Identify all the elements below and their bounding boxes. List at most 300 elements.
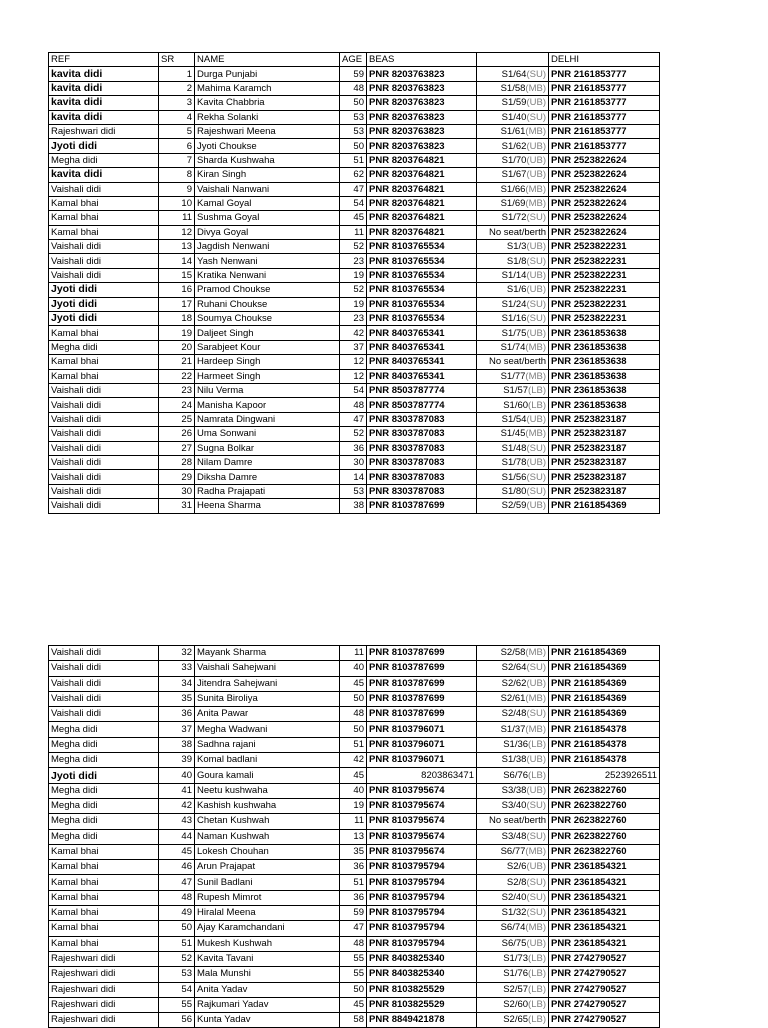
cell-beas-pnr: PNR 8303787083 <box>367 427 477 441</box>
cell-ref: Vaishali didi <box>49 470 159 484</box>
berth-type: (SU) <box>526 442 546 454</box>
cell-delhi-pnr: PNR 2523822231 <box>549 240 660 254</box>
cell-seat <box>477 254 549 268</box>
cell-name: Vaishali Nanwani <box>195 182 340 196</box>
cell-delhi-pnr: PNR 2623822760 <box>549 814 660 829</box>
cell-age: 55 <box>340 967 367 982</box>
cell-name: Chetan Kushwah <box>195 814 340 829</box>
cell-name: Sunita Biroliya <box>195 691 340 706</box>
table-row <box>49 707 660 722</box>
cell-beas-pnr: PNR 8203763823 <box>367 67 477 81</box>
table-row <box>49 455 660 469</box>
cell-seat <box>477 661 549 676</box>
cell-sr: 32 <box>159 646 195 661</box>
table-row <box>49 484 660 498</box>
seat-number: No seat/berth <box>488 226 546 238</box>
seat-number: S1/32 <box>501 907 527 919</box>
cell-age: 62 <box>340 168 367 182</box>
cell-ref: Megha didi <box>49 829 159 844</box>
cell-beas-pnr: PNR 8403825340 <box>367 951 477 966</box>
cell-seat <box>477 997 549 1012</box>
seat-number: S1/69 <box>500 198 526 210</box>
seat-number: S1/62 <box>501 140 527 152</box>
cell-age: 11 <box>340 225 367 239</box>
table-row <box>49 153 660 167</box>
cell-name: Rajeshwari Meena <box>195 124 340 138</box>
cell-seat <box>477 355 549 369</box>
seat-number: No seat/berth <box>488 356 546 368</box>
seat-number: S2/62 <box>501 677 527 689</box>
cell-sr: 19 <box>159 326 195 340</box>
seat-number: S2/60 <box>503 998 529 1010</box>
seat-number: S1/38 <box>501 754 527 766</box>
cell-delhi-pnr: PNR 2523822624 <box>549 196 660 210</box>
cell-sr: 42 <box>159 798 195 813</box>
cell-ref: Vaishali didi <box>49 240 159 254</box>
seat-number: S2/8 <box>506 876 527 888</box>
cell-ref: Jyoti didi <box>49 283 159 297</box>
berth-type: (UB) <box>526 270 546 282</box>
berth-type: (UB) <box>526 169 546 181</box>
seat-number: S2/40 <box>501 891 527 903</box>
berth-type: (SU) <box>526 800 546 812</box>
cell-delhi-pnr: PNR 2161853777 <box>549 96 660 110</box>
cell-sr: 27 <box>159 441 195 455</box>
cell-beas-pnr: PNR 8103795674 <box>367 814 477 829</box>
cell-age: 47 <box>340 921 367 936</box>
table-row <box>49 326 660 340</box>
cell-ref: Kamal bhai <box>49 860 159 875</box>
cell-name: Sunil Badlani <box>195 875 340 890</box>
cell-delhi-pnr: PNR 2161854369 <box>549 646 660 661</box>
seat-number: S2/48 <box>501 708 527 720</box>
cell-ref: Vaishali didi <box>49 499 159 513</box>
cell-delhi-pnr: PNR 2742790527 <box>549 1013 660 1028</box>
cell-delhi-pnr: PNR 2361854321 <box>549 890 660 905</box>
cell-name: Naman Kushwah <box>195 829 340 844</box>
cell-sr: 31 <box>159 499 195 513</box>
seat-number: S1/40 <box>501 111 527 123</box>
cell-age: 23 <box>340 312 367 326</box>
cell-delhi-pnr: PNR 2523823187 <box>549 441 660 455</box>
cell-sr: 17 <box>159 297 195 311</box>
passenger-table-2 <box>48 645 660 1028</box>
cell-sr: 47 <box>159 875 195 890</box>
cell-delhi-pnr: PNR 2161854378 <box>549 722 660 737</box>
cell-age: 54 <box>340 383 367 397</box>
cell-seat <box>477 768 549 783</box>
berth-type: (MB) <box>525 846 546 857</box>
cell-name: Pramod Choukse <box>195 283 340 297</box>
cell-name: Kashish kushwaha <box>195 798 340 813</box>
seat-number: S6/76 <box>503 769 529 781</box>
cell-delhi-pnr: PNR 2161853777 <box>549 110 660 124</box>
berth-type: (MB) <box>525 370 546 382</box>
cell-seat <box>477 283 549 297</box>
cell-sr: 12 <box>159 225 195 239</box>
cell-ref: Jyoti didi <box>49 768 159 783</box>
cell-delhi-pnr: PNR 2361853638 <box>549 355 660 369</box>
cell-name: Sadhna rajani <box>195 737 340 752</box>
cell-ref: Megha didi <box>49 153 159 167</box>
cell-sr: 46 <box>159 860 195 875</box>
cell-ref: Kamal bhai <box>49 875 159 890</box>
cell-age: 19 <box>340 297 367 311</box>
table-row <box>49 398 660 412</box>
cell-sr: 20 <box>159 340 195 354</box>
cell-sr: 37 <box>159 722 195 737</box>
table-row <box>49 240 660 254</box>
cell-age: 11 <box>340 646 367 661</box>
cell-name: Anita Pawar <box>195 707 340 722</box>
cell-ref: Vaishali didi <box>49 691 159 706</box>
table-row <box>49 798 660 813</box>
cell-name: Sarabjeet Kour <box>195 340 340 354</box>
berth-type: (SU) <box>526 212 546 224</box>
cell-delhi-pnr: PNR 2523823187 <box>549 427 660 441</box>
cell-age: 53 <box>340 124 367 138</box>
cell-ref: Kamal bhai <box>49 921 159 936</box>
cell-delhi-pnr: PNR 2742790527 <box>549 951 660 966</box>
cell-sr: 49 <box>159 906 195 921</box>
cell-ref: Megha didi <box>49 753 159 768</box>
cell-name: Hiralal Meena <box>195 906 340 921</box>
cell-delhi-pnr: PNR 2742790527 <box>549 982 660 997</box>
cell-delhi-pnr: PNR 2523823187 <box>549 470 660 484</box>
cell-age: 51 <box>340 875 367 890</box>
seat-number: S1/16 <box>501 313 527 325</box>
berth-type: (LB) <box>528 738 546 750</box>
cell-name: Soumya Choukse <box>195 312 340 326</box>
table-row <box>49 225 660 239</box>
cell-age: 36 <box>340 890 367 905</box>
cell-beas-pnr: 8203863471 <box>367 768 477 783</box>
cell-ref: kavita didi <box>49 110 159 124</box>
cell-beas-pnr: PNR 8103765534 <box>367 254 477 268</box>
cell-sr: 13 <box>159 240 195 254</box>
cell-beas-pnr: PNR 8103825529 <box>367 997 477 1012</box>
cell-beas-pnr: PNR 8103795794 <box>367 936 477 951</box>
cell-ref: Megha didi <box>49 737 159 752</box>
seat-number: S1/48 <box>501 442 527 454</box>
cell-ref: Vaishali didi <box>49 455 159 469</box>
cell-seat <box>477 860 549 875</box>
cell-beas-pnr: PNR 8103765534 <box>367 268 477 282</box>
table-row <box>49 369 660 383</box>
cell-age: 42 <box>340 753 367 768</box>
cell-sr: 34 <box>159 676 195 691</box>
cell-sr: 24 <box>159 398 195 412</box>
cell-name: Megha Wadwani <box>195 722 340 737</box>
table-row <box>49 1013 660 1028</box>
berth-type: (LB) <box>528 385 546 397</box>
cell-ref: Vaishali didi <box>49 676 159 691</box>
berth-type: (SU) <box>526 876 546 888</box>
cell-ref: Kamal bhai <box>49 369 159 383</box>
cell-beas-pnr: PNR 8103795674 <box>367 798 477 813</box>
cell-age: 54 <box>340 196 367 210</box>
berth-type: (UB) <box>526 327 546 339</box>
seat-number: S6/77 <box>500 846 526 857</box>
berth-type: (LB) <box>528 968 546 980</box>
cell-ref: Rajeshwari didi <box>49 1013 159 1028</box>
seat-number: S1/59 <box>501 97 527 109</box>
cell-age: 45 <box>340 676 367 691</box>
seat-number: S1/3 <box>506 241 527 253</box>
cell-seat <box>477 783 549 798</box>
cell-age: 45 <box>340 211 367 225</box>
cell-seat <box>477 67 549 81</box>
cell-sr: 2 <box>159 81 195 95</box>
table-row <box>49 951 660 966</box>
cell-delhi-pnr: PNR 2523823187 <box>549 455 660 469</box>
seat-number: S2/6 <box>506 861 527 873</box>
cell-name: Radha Prajapati <box>195 484 340 498</box>
cell-delhi-pnr: PNR 2523823187 <box>549 484 660 498</box>
cell-sr: 16 <box>159 283 195 297</box>
cell-ref: kavita didi <box>49 168 159 182</box>
cell-name: Hardeep Singh <box>195 355 340 369</box>
cell-age: 47 <box>340 412 367 426</box>
cell-ref: Megha didi <box>49 814 159 829</box>
table-row <box>49 722 660 737</box>
seat-number: S2/61 <box>500 693 526 705</box>
cell-age: 40 <box>340 783 367 798</box>
cell-sr: 10 <box>159 196 195 210</box>
seat-number: S1/24 <box>501 298 527 310</box>
header-ref: REF <box>49 53 159 67</box>
cell-seat <box>477 268 549 282</box>
cell-ref: Jyoti didi <box>49 139 159 153</box>
cell-ref: Rajeshwari didi <box>49 951 159 966</box>
berth-type: (SU) <box>526 471 546 483</box>
cell-seat <box>477 153 549 167</box>
cell-name: Mahima Karamch <box>195 81 340 95</box>
cell-sr: 56 <box>159 1013 195 1028</box>
cell-delhi-pnr: PNR 2361854321 <box>549 906 660 921</box>
passenger-table-1 <box>48 52 660 514</box>
berth-type: (UB) <box>526 413 546 425</box>
seat-number: S6/74 <box>500 922 526 934</box>
cell-ref: Vaishali didi <box>49 646 159 661</box>
cell-sr: 33 <box>159 661 195 676</box>
table-row <box>49 168 660 182</box>
cell-seat <box>477 967 549 982</box>
seat-number: S1/61 <box>500 126 526 138</box>
berth-type: (MB) <box>525 428 546 440</box>
cell-delhi-pnr: PNR 2161853777 <box>549 81 660 95</box>
cell-ref: Rajeshwari didi <box>49 982 159 997</box>
cell-seat <box>477 499 549 513</box>
seat-number: S1/78 <box>501 457 527 469</box>
cell-seat <box>477 427 549 441</box>
berth-type: (SU) <box>526 485 546 497</box>
table-row <box>49 737 660 752</box>
table-row <box>49 355 660 369</box>
cell-name: Harmeet Singh <box>195 369 340 383</box>
berth-type: (LB) <box>528 1014 546 1026</box>
cell-delhi-pnr: PNR 2523822231 <box>549 254 660 268</box>
cell-delhi-pnr: PNR 2742790527 <box>549 997 660 1012</box>
cell-seat <box>477 196 549 210</box>
berth-type: (MB) <box>525 647 546 659</box>
cell-age: 30 <box>340 455 367 469</box>
seat-number: S1/66 <box>500 183 526 195</box>
berth-type: (MB) <box>525 922 546 934</box>
berth-type: (MB) <box>525 126 546 138</box>
cell-ref: Vaishali didi <box>49 254 159 268</box>
cell-seat <box>477 211 549 225</box>
cell-delhi-pnr: PNR 2523822231 <box>549 312 660 326</box>
cell-beas-pnr: PNR 8103765534 <box>367 312 477 326</box>
cell-age: 45 <box>340 768 367 783</box>
cell-name: Namrata Dingwani <box>195 412 340 426</box>
table-row <box>49 814 660 829</box>
berth-type: (UB) <box>526 241 546 253</box>
cell-delhi-pnr: PNR 2361853638 <box>549 398 660 412</box>
berth-type: (SU) <box>526 68 546 80</box>
seat-number: S1/60 <box>503 399 529 411</box>
seat-number: S1/70 <box>501 154 527 166</box>
cell-name: Nilam Damre <box>195 455 340 469</box>
seat-number: S1/76 <box>503 968 529 980</box>
cell-ref: kavita didi <box>49 67 159 81</box>
cell-seat <box>477 844 549 859</box>
cell-beas-pnr: PNR 8303787083 <box>367 455 477 469</box>
seat-number: S6/75 <box>501 937 527 949</box>
cell-ref: kavita didi <box>49 96 159 110</box>
cell-name: Vaishali Sahejwani <box>195 661 340 676</box>
berth-type: (LB) <box>528 983 546 995</box>
cell-delhi-pnr: PNR 2161854369 <box>549 691 660 706</box>
cell-delhi-pnr: PNR 2361853638 <box>549 383 660 397</box>
cell-beas-pnr: PNR 8103765534 <box>367 283 477 297</box>
table-row <box>49 967 660 982</box>
cell-ref: Kamal bhai <box>49 890 159 905</box>
cell-delhi-pnr: PNR 2161854378 <box>549 737 660 752</box>
berth-type: (UB) <box>526 457 546 469</box>
cell-age: 12 <box>340 369 367 383</box>
cell-ref: Kamal bhai <box>49 844 159 859</box>
cell-delhi-pnr: PNR 2361853638 <box>549 326 660 340</box>
header-name: NAME <box>195 53 340 67</box>
cell-sr: 45 <box>159 844 195 859</box>
cell-name: Jitendra Sahejwani <box>195 676 340 691</box>
cell-ref: Kamal bhai <box>49 936 159 951</box>
berth-type: (LB) <box>528 399 546 411</box>
cell-seat <box>477 753 549 768</box>
seat-number: S1/37 <box>500 723 526 735</box>
cell-sr: 51 <box>159 936 195 951</box>
table-row <box>49 211 660 225</box>
cell-beas-pnr: PNR 8103787699 <box>367 499 477 513</box>
cell-delhi-pnr: PNR 2361854321 <box>549 936 660 951</box>
cell-seat <box>477 240 549 254</box>
cell-seat <box>477 369 549 383</box>
cell-ref: Vaishali didi <box>49 427 159 441</box>
seat-number: S2/57 <box>503 983 529 995</box>
cell-name: Jyoti Choukse <box>195 139 340 153</box>
table-row <box>49 268 660 282</box>
cell-name: Uma Sonwani <box>195 427 340 441</box>
cell-name: Mayank Sharma <box>195 646 340 661</box>
cell-beas-pnr: PNR 8103795794 <box>367 890 477 905</box>
seat-number: S2/64 <box>501 662 527 674</box>
berth-type: (UB) <box>526 784 546 796</box>
seat-number: S1/64 <box>501 68 527 80</box>
cell-delhi-pnr: PNR 2623822760 <box>549 829 660 844</box>
berth-type: (SU) <box>526 255 546 267</box>
cell-ref: Jyoti didi <box>49 297 159 311</box>
cell-seat <box>477 470 549 484</box>
berth-type: (SU) <box>526 907 546 919</box>
cell-beas-pnr: PNR 8103795794 <box>367 860 477 875</box>
cell-ref: Vaishali didi <box>49 441 159 455</box>
table-row <box>49 254 660 268</box>
table-row <box>49 829 660 844</box>
cell-delhi-pnr: PNR 2523822231 <box>549 268 660 282</box>
cell-name: Ruhani Choukse <box>195 297 340 311</box>
cell-age: 50 <box>340 722 367 737</box>
cell-name: Kavita Tavani <box>195 951 340 966</box>
berth-type: (UB) <box>526 500 546 512</box>
seat-number: S1/58 <box>500 82 526 94</box>
cell-delhi-pnr: PNR 2523822624 <box>549 211 660 225</box>
table-row <box>49 96 660 110</box>
cell-age: 52 <box>340 427 367 441</box>
seat-number: S2/65 <box>503 1014 529 1026</box>
cell-delhi-pnr: PNR 2523822624 <box>549 182 660 196</box>
seat-number: S1/80 <box>501 485 527 497</box>
seat-number: S1/54 <box>501 413 527 425</box>
cell-sr: 40 <box>159 768 195 783</box>
table-row <box>49 691 660 706</box>
cell-age: 59 <box>340 67 367 81</box>
cell-age: 37 <box>340 340 367 354</box>
cell-delhi-pnr: PNR 2623822760 <box>549 844 660 859</box>
cell-age: 14 <box>340 470 367 484</box>
cell-delhi-pnr: PNR 2523822624 <box>549 153 660 167</box>
cell-name: Ajay Karamchandani <box>195 921 340 936</box>
seat-number: S1/77 <box>500 370 526 382</box>
table-row <box>49 139 660 153</box>
cell-name: Durga Punjabi <box>195 67 340 81</box>
cell-beas-pnr: PNR 8103765534 <box>367 240 477 254</box>
cell-name: Kamal Goyal <box>195 196 340 210</box>
cell-seat <box>477 890 549 905</box>
cell-age: 48 <box>340 936 367 951</box>
cell-seat <box>477 676 549 691</box>
cell-beas-pnr: PNR 8203763823 <box>367 96 477 110</box>
cell-sr: 4 <box>159 110 195 124</box>
table-row <box>49 997 660 1012</box>
cell-sr: 22 <box>159 369 195 383</box>
cell-sr: 50 <box>159 921 195 936</box>
cell-ref: Rajeshwari didi <box>49 997 159 1012</box>
table-row <box>49 661 660 676</box>
cell-delhi-pnr: PNR 2361854321 <box>549 875 660 890</box>
seat-number: S2/59 <box>501 500 527 512</box>
cell-beas-pnr: PNR 8203764821 <box>367 211 477 225</box>
cell-beas-pnr: PNR 8103787699 <box>367 676 477 691</box>
cell-sr: 48 <box>159 890 195 905</box>
cell-sr: 29 <box>159 470 195 484</box>
cell-ref: Kamal bhai <box>49 326 159 340</box>
cell-seat <box>477 921 549 936</box>
seat-number: S1/67 <box>501 169 527 181</box>
cell-seat <box>477 936 549 951</box>
cell-age: 36 <box>340 441 367 455</box>
